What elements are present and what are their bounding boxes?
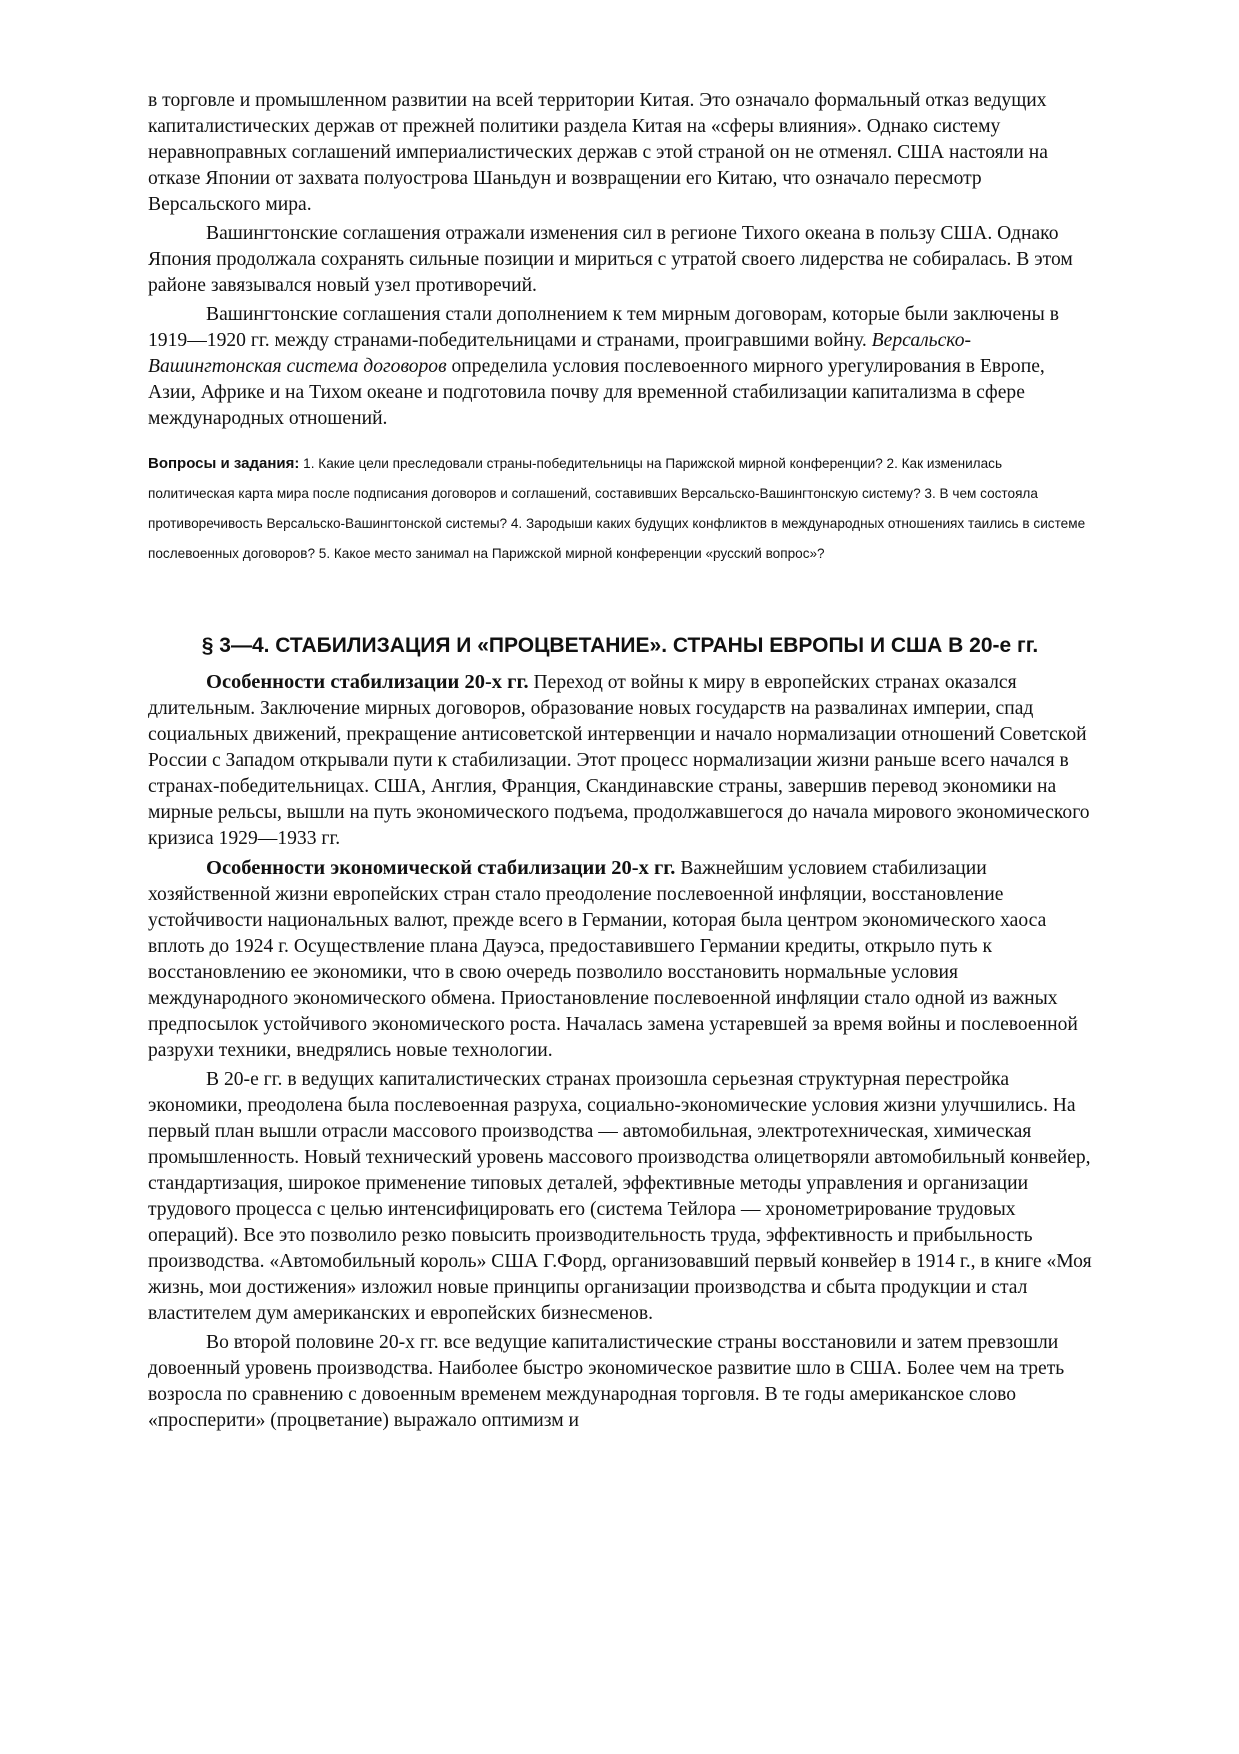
paragraph-washington-agreements: Вашингтонские соглашения отражали изменения сил в регионе Тихого океана в пользу США. Однако Япония продолжала сохранять сильные позиции и мириться с утратой своего лидерства не собиралась. В этом районе завязывался новый узел противоречий. — [148, 223, 1073, 296]
paragraph-heading: Особенности экономической стабилизации 20-х гг. — [206, 857, 676, 879]
section-title: § 3—4. СТАБИЛИЗАЦИЯ И «ПРОЦВЕТАНИЕ». СТРАНЫ ЕВРОПЫ И США В 20-е гг. — [201, 634, 1039, 657]
paragraph-stabilization — [148, 669, 1092, 852]
italic-term: Версальско-Вашингтонская система договоров — [148, 330, 972, 377]
questions-block — [148, 449, 1092, 569]
questions-label: Вопросы и задания: — [148, 455, 300, 472]
section-body — [148, 669, 1092, 1434]
paragraph-text: Переход от войны к миру в европейских странах оказался длительным. Заключение мирных договоров, образование новых государств на развалинах империи, спад социальных движений, прекращение антисоветской интервенции и начало нормализации отношений Советской России с Западом открывали пути к стабилизации. Этот процесс нормализации жизни раньше всего начался в странах-победительницах. США, Англия, Франция, Скандинавские страны, завершив перевод экономики на мирные рельсы, вышли на путь экономического подъема, продолжавшегося до начала мирового экономического кризиса 1929—1933 гг. — [148, 672, 1090, 849]
paragraph-economic-stabilization — [148, 855, 1092, 1064]
paragraph-heading: Особенности стабилизации 20-х гг. — [206, 671, 529, 693]
document-page — [148, 88, 1092, 1434]
paragraph-china-trade: в торговле и промышленном развитии на всей территории Китая. Это означало формальный отказ ведущих капиталистических держав от прежней политики раздела Китая на «сферы влияния». Однако систему неравноправных соглашений империалистических держав с этой страной он не отменял. США настояли на отказе Японии от захвата полуострова Шаньдун и возвращении его Китаю, что означало пересмотр Версальского мира. — [148, 90, 1048, 215]
paragraph-prosperity: Во второй половине 20-х гг. все ведущие капиталистические страны восстановили и затем превзошли довоенный уровень производства. Наиболее быстро экономическое развитие шло в США. Более чем на треть возросла по сравнению с довоенным временем международная торговля. В те годы американское слово «просперити» (процветание) выражало оптимизм и — [148, 1332, 1065, 1431]
paragraph-versailles-washington-system — [148, 302, 1092, 432]
paragraph-text: Важнейшим условием стабилизации хозяйственной жизни европейских стран стало преодоление послевоенной инфляции, восстановление устойчивости национальных валют, прежде всего в Германии, которая была центром экономического хаоса вплоть до 1924 г. Осуществление плана Дауэса, предоставившего Германии кредиты, открыло путь к восстановлению ее экономики, что в свою очередь позволило восстановить нормальные условия международного экономического обмена. Приостановление послевоенной инфляции стало одной из важных предпосылок устойчивого экономического роста. Началась замена устаревшей за время войны и послевоенной разрухи техники, внедрялись новые технологии. — [148, 858, 1078, 1061]
questions-text: 1. Какие цели преследовали страны-победительницы на Парижской мирной конференции? 2. Как изменилась политическая карта мира после подписания договоров и соглашений, составивших Версальско-Вашингтонскую систему? 3. В чем состояла противоречивость Версальско-Вашингтонской системы? 4. Зародыши каких будущих конфликтов в международных отношениях таились в системе послевоенных договоров? 5. Какое место занимал на Парижской мирной конференции «русский вопрос»? — [148, 456, 1086, 561]
paragraph-text: определила условия послевоенного мирного урегулирования в Европе, Азии, Африке и на Тихом океане и подготовила почву для временной стабилизации капитализма в сфере международных отношений. — [148, 356, 1045, 429]
paragraph-restructuring: В 20-е гг. в ведущих капиталистических странах произошла серьезная структурная перестройка экономики, преодолена была послевоенная разруха, социально-экономические условия жизни улучшились. На первый план вышли отрасли массового производства — автомобильная, электротехническая, химическая промышленность. Новый технический уровень массового производства олицетворяли автомобильный конвейер, стандартизация, широкое применение типовых деталей, эффективные методы управления и организации трудового процесса с целью интенсифицировать его (система Тейлора — хронометрирование трудовых операций). Все это позволило резко повысить производительность труда, эффективность и прибыльность производства. «Автомобильный король» США Г.Форд, организовавший первый конвейер в 1914 г., в книге «Моя жизнь, мои достижения» изложил новые принципы организации производства и сбыта продукции и стал властителем дум американских и европейских бизнесменов. — [148, 1069, 1092, 1324]
paragraph-text: Вашингтонские соглашения стали дополнением к тем мирным договорам, которые были заключены в 1919—1920 гг. между странами-победительницами и странами, проигравшими войну. — [148, 304, 1059, 351]
